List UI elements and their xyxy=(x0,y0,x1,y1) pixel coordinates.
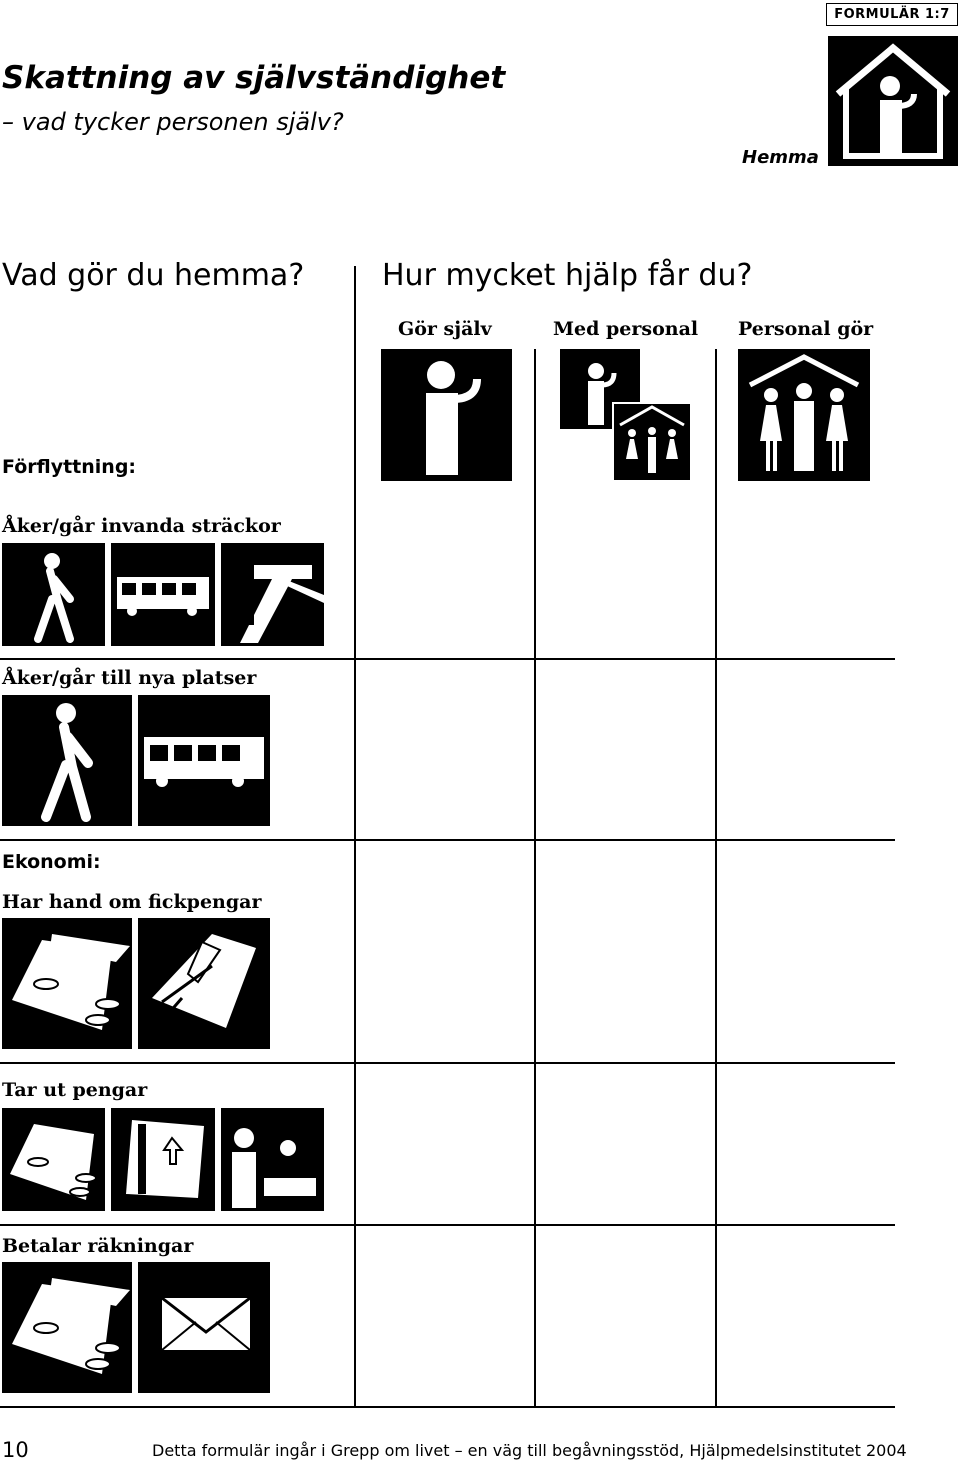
column-header-with-staff: Med personal xyxy=(553,318,699,340)
row-divider xyxy=(0,1062,895,1064)
context-label: Hemma xyxy=(742,147,819,168)
question-right: Hur mycket hjälp får du? xyxy=(382,258,753,293)
page-number: 10 xyxy=(2,1438,29,1462)
grid-vline xyxy=(354,266,356,1406)
column-header-staff-does: Personal gör xyxy=(738,318,874,340)
section-economy: Ekonomi: xyxy=(2,851,101,873)
grid-vline xyxy=(534,349,536,1406)
column-header-self: Gör själv xyxy=(398,318,492,340)
familiar-routes-icons xyxy=(2,543,324,646)
item-pocket-money: Har hand om fickpengar xyxy=(2,891,262,913)
grid-vline xyxy=(715,349,717,1406)
person-self-icon xyxy=(381,349,512,481)
item-familiar-routes: Åker/går invanda sträckor xyxy=(2,515,281,537)
staff-house-icon xyxy=(738,349,870,481)
question-left: Vad gör du hemma? xyxy=(2,258,305,293)
row-divider xyxy=(0,1406,895,1408)
item-pay-bills: Betalar räkningar xyxy=(2,1235,194,1257)
person-with-staff-icon xyxy=(560,349,691,481)
row-divider xyxy=(0,658,895,660)
page-subtitle: – vad tycker personen själv? xyxy=(2,108,344,136)
home-person-icon xyxy=(828,36,958,166)
pocket-money-icons xyxy=(2,918,270,1049)
item-withdraw-money: Tar ut pengar xyxy=(2,1079,148,1101)
item-new-places: Åker/går till nya platser xyxy=(2,667,257,689)
footer-text: Detta formulär ingår i Grepp om livet – en väg till begåvningsstöd, Hjälpmedelsinstitutet 2004 xyxy=(152,1441,907,1460)
new-places-icons xyxy=(2,695,270,826)
section-transport: Förflyttning: xyxy=(2,456,137,478)
row-divider xyxy=(0,839,895,841)
page-title: Skattning av självständighet xyxy=(2,60,506,96)
form-badge: FORMULÄR 1:7 xyxy=(826,3,958,26)
pay-bills-icons xyxy=(2,1262,270,1393)
row-divider xyxy=(0,1224,895,1226)
withdraw-money-icons xyxy=(2,1108,324,1211)
